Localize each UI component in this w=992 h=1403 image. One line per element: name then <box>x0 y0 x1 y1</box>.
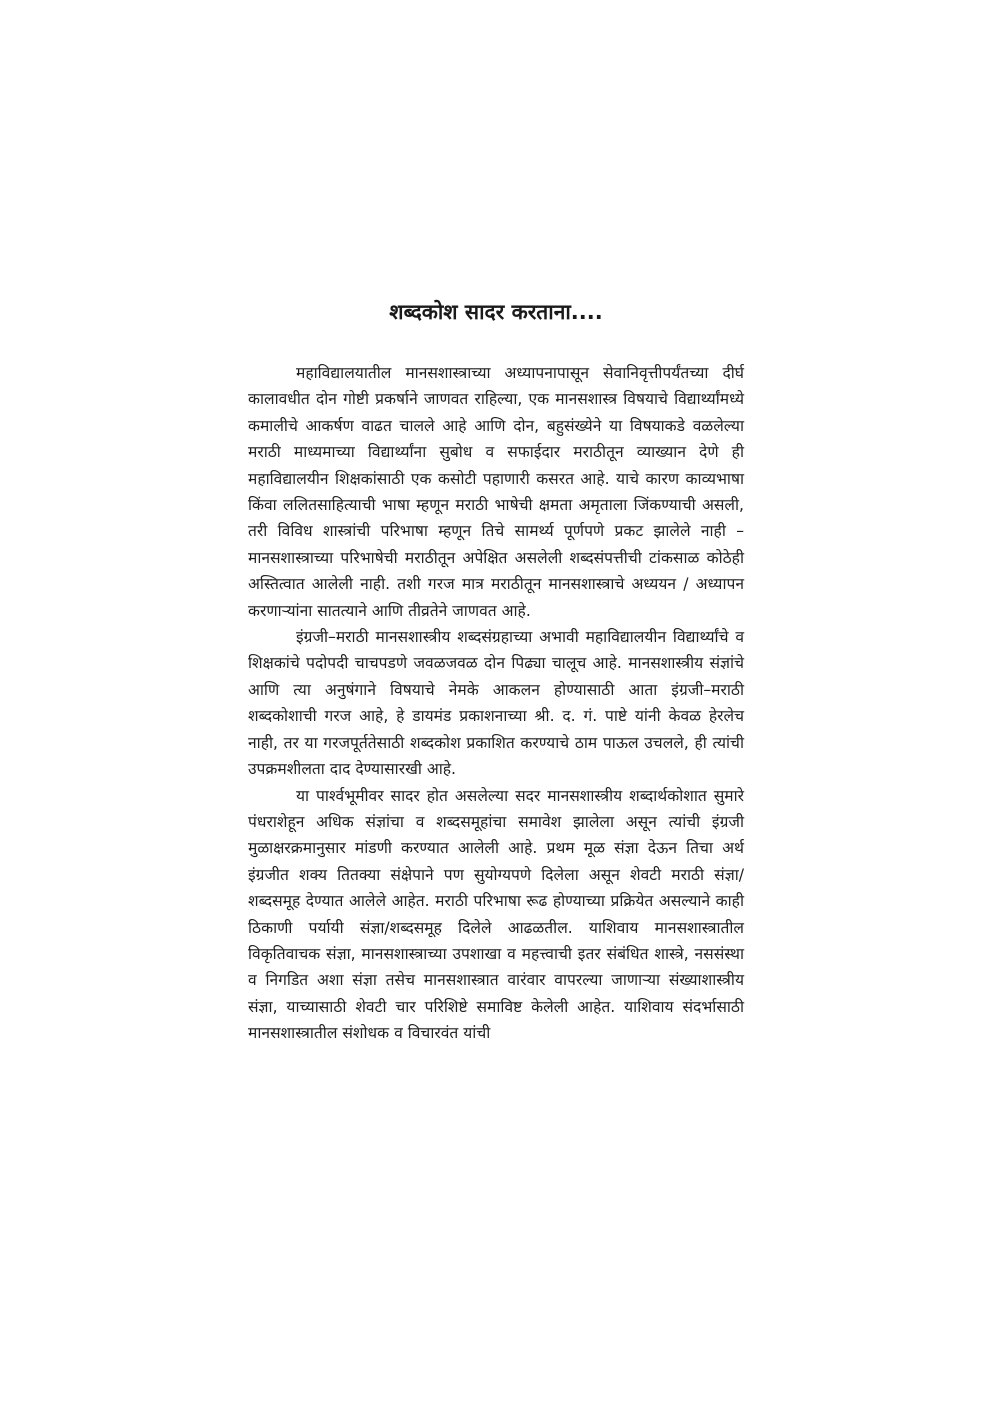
paragraph-1: महाविद्यालयातील मानसशास्त्राच्या अध्यापनापासून सेवानिवृत्तीपर्यंतच्या दीर्घ कालावधीत दोन गोष्टी प्रकर्षाने जाणवत राहिल्या, एक मानसशास्त्र विषयाचे विद्यार्थ्यांमध्ये कमालीचे आकर्षण वाढत चालले आहे आणि दोन, बहुसंख्येने या विषयाकडे वळलेल्या मराठी माध्यमाच्या विद्यार्थ्यांना सुबोध व सफाईदार मराठीतून व्याख्यान देणे ही महाविद्यालयीन शिक्षकांसाठी एक कसोटी पहाणारी कसरत आहे. याचे कारण काव्यभाषा किंवा ललितसाहित्याची भाषा म्हणून मराठी भाषेची क्षमता अमृताला जिंकण्याची असली, तरी विविध शास्त्रांची परिभाषा म्हणून तिचे सामर्थ्य पूर्णपणे प्रकट झालेले नाही – मानसशास्त्राच्या परिभाषेची मराठीतून अपेक्षित असलेली शब्दसंपत्तीची टांकसाळ कोठेही अस्तित्वात आलेली नाही. तशी गरज मात्र मराठीतून मानसशास्त्राचे अध्ययन / अध्यापन करणाऱ्यांना सातत्याने आणि तीव्रतेने जाणवत आहे. <box>248 364 744 620</box>
paragraph-2: इंग्रजी–मराठी मानसशास्त्रीय शब्दसंग्रहाच्या अभावी महाविद्यालयीन विद्यार्थ्यांचे व शिक्षकांचे पदोपदी चाचपडणे जवळजवळ दोन पिढ्या चालूच आहे. मानसशास्त्रीय संज्ञांचे आणि त्या अनुषंगाने विषयाचे नेमके आकलन होण्यासाठी आता इंग्रजी–मराठी शब्दकोशाची गरज आहे, हे डायमंड प्रकाशनाच्या श्री. द. गं. पाष्टे यांनी केवळ हेरलेच नाही, तर या गरजपूर्ततेसाठी शब्दकोश प्रकाशित करण्याचे ठाम पाऊल उचलले, ही त्यांची उपक्रमशीलता दाद देण्यासारखी आहे. <box>248 628 744 779</box>
page-title: शब्दकोश सादर करताना.... <box>389 300 603 324</box>
body-text <box>248 360 744 1047</box>
paragraph-3: या पार्श्वभूमीवर सादर होत असलेल्या सदर मानसशास्त्रीय शब्दार्थकोशात सुमारे पंधराशेहून अधिक संज्ञांचा व शब्दसमूहांचा समावेश झालेला असून त्यांची इंग्रजी मुळाक्षरक्रमानुसार मांडणी करण्यात आलेली आहे. प्रथम मूळ संज्ञा देऊन तिचा अर्थ इंग्रजीत शक्य तितक्या संक्षेपाने पण सुयोग्यपणे दिलेला असून शेवटी मराठी संज्ञा/शब्दसमूह देण्यात आलेले आहेत. मराठी परिभाषा रूढ होण्याच्या प्रक्रियेत असल्याने काही ठिकाणी पर्यायी संज्ञा/शब्दसमूह दिलेले आढळतील. याशिवाय मानसशास्त्रातील विकृतिवाचक संज्ञा, मानसशास्त्राच्या उपशाखा व महत्त्वाची इतर संबंधित शास्त्रे, नससंस्था व निगडित अशा संज्ञा तसेच मानसशास्त्रात वारंवार वापरल्या जाणाऱ्या संख्याशास्त्रीय संज्ञा, याच्यासाठी शेवटी चार परिशिष्टे समाविष्ट केलेली आहेत. याशिवाय संदर्भासाठी मानसशास्त्रातील संशोधक व विचारवंत यांची <box>248 786 744 1043</box>
